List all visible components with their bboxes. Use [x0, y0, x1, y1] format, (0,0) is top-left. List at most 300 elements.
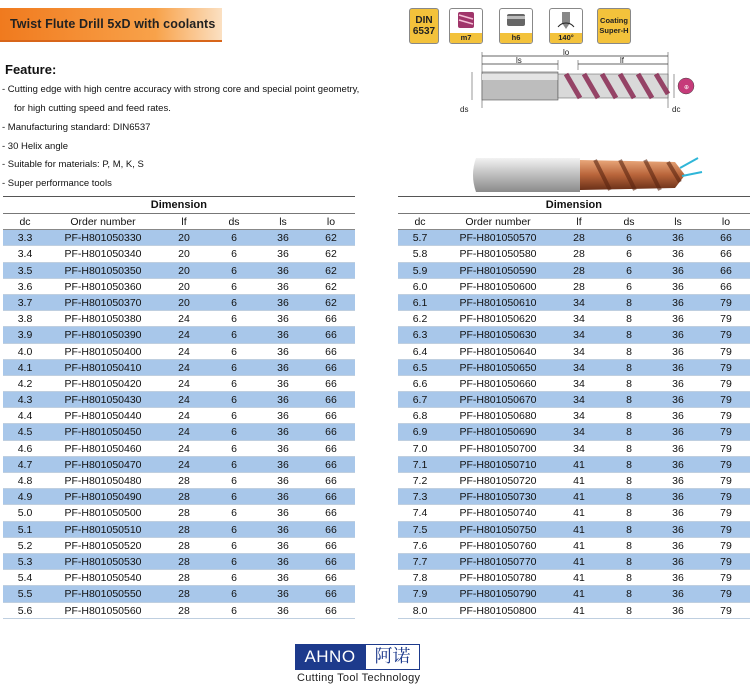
cell-order-number: PF-H801050390 — [64, 329, 142, 342]
cell-lo: 66 — [720, 232, 732, 245]
cell-lf: 34 — [573, 377, 585, 390]
cell-ds: 8 — [626, 361, 632, 374]
col-header-lo: lo — [326, 216, 336, 228]
cell-dc: 5.2 — [17, 539, 33, 552]
cell-dc: 4.4 — [17, 410, 33, 423]
cell-dc: 4.6 — [17, 442, 33, 455]
shank-cylinder-icon — [500, 9, 532, 33]
m7-badge-label: m7 — [450, 33, 482, 43]
cell-order-number: PF-H801050620 — [459, 313, 537, 326]
col-header-order-number: Order number — [465, 216, 531, 228]
col-header-lf: lf — [181, 216, 187, 228]
cell-ls: 36 — [672, 458, 684, 471]
cell-lo: 79 — [720, 491, 732, 504]
cell-ls: 36 — [277, 588, 289, 601]
drill-dimension-diagram — [458, 48, 698, 116]
table-row — [3, 246, 355, 262]
col-header-ds: ds — [623, 216, 635, 228]
cell-lf: 28 — [573, 232, 585, 245]
cell-ls: 36 — [672, 280, 684, 293]
cell-lo: 66 — [325, 394, 337, 407]
table-row — [398, 424, 750, 440]
cell-dc: 4.7 — [17, 458, 33, 471]
cell-lo: 66 — [325, 475, 337, 487]
cell-dc: 7.0 — [412, 442, 428, 455]
cell-dc: 7.1 — [412, 458, 428, 471]
cell-dc: 6.0 — [412, 280, 428, 293]
page-title: Twist Flute Drill 5xD with coolants — [10, 17, 216, 31]
cell-lo: 66 — [325, 361, 337, 374]
cell-ds: 8 — [626, 377, 632, 390]
drill-product-photo — [470, 150, 710, 200]
cell-order-number: PF-H801050580 — [459, 248, 537, 261]
cell-ls: 36 — [672, 296, 684, 309]
cell-lf: 41 — [573, 491, 585, 504]
table-row — [398, 408, 750, 424]
cell-ls: 36 — [277, 329, 289, 342]
cell-lf: 34 — [573, 442, 585, 455]
cell-ls: 36 — [277, 410, 289, 423]
cell-lf: 34 — [573, 426, 585, 439]
feature-line: - Super performance tools — [2, 178, 112, 189]
cell-lf: 34 — [573, 394, 585, 407]
cell-ls: 36 — [672, 491, 684, 504]
cell-lo: 62 — [325, 280, 337, 293]
cell-order-number: PF-H801050710 — [459, 458, 537, 471]
feature-line: - Manufacturing standard: DIN6537 — [2, 122, 151, 133]
cell-lo: 79 — [720, 345, 732, 358]
cell-ds: 6 — [231, 394, 237, 407]
cell-lf: 41 — [573, 507, 585, 520]
cell-ls: 36 — [672, 572, 684, 585]
col-header-lf: lf — [576, 216, 582, 228]
logo-brand: AHNO — [295, 644, 365, 670]
cell-ds: 6 — [231, 442, 237, 455]
table-row — [398, 263, 750, 279]
cell-ls: 36 — [277, 458, 289, 471]
cell-order-number: PF-H801050600 — [459, 280, 537, 293]
cell-ls: 36 — [672, 232, 684, 245]
cell-lf: 24 — [178, 329, 190, 342]
cell-order-number: PF-H801050640 — [459, 345, 537, 358]
dimension-header: Dimension — [3, 196, 355, 214]
cell-lf: 41 — [573, 588, 585, 601]
cell-order-number: PF-H801050420 — [64, 377, 142, 390]
table-row — [3, 489, 355, 505]
diagram-label-dc: dc — [672, 105, 681, 114]
cell-order-number: PF-H801050430 — [64, 394, 142, 407]
cell-lo: 79 — [720, 377, 732, 390]
cell-lo: 66 — [325, 507, 337, 520]
cell-ds: 6 — [626, 248, 632, 261]
cell-order-number: PF-H801050680 — [459, 410, 537, 423]
table-row — [3, 263, 355, 279]
table-row — [398, 586, 750, 602]
cell-dc: 4.8 — [17, 475, 33, 487]
svg-text:⊕: ⊕ — [684, 85, 690, 91]
table-row — [398, 505, 750, 521]
cell-dc: 4.2 — [17, 377, 33, 390]
feature-line: - 30 Helix angle — [2, 141, 69, 152]
cell-ds: 8 — [626, 426, 632, 439]
cell-ds: 6 — [231, 377, 237, 390]
table-row — [398, 473, 750, 489]
table-row — [398, 327, 750, 343]
cell-dc: 7.2 — [412, 475, 428, 487]
cell-ds: 6 — [626, 232, 632, 245]
cell-lf: 28 — [573, 248, 585, 261]
cell-ls: 36 — [277, 232, 289, 245]
cell-ds: 8 — [626, 491, 632, 504]
table-row — [3, 603, 355, 619]
cell-lf: 24 — [178, 345, 190, 358]
cell-lo: 62 — [325, 296, 337, 309]
cell-lo: 79 — [720, 394, 732, 407]
cell-order-number: PF-H801050610 — [459, 296, 537, 309]
table-row — [3, 457, 355, 473]
cell-lo: 66 — [325, 377, 337, 390]
cell-ds: 8 — [626, 604, 632, 617]
table-row — [3, 408, 355, 424]
cell-lo: 79 — [720, 296, 732, 309]
cell-lo: 66 — [325, 572, 337, 585]
cell-lo: 66 — [325, 426, 337, 439]
cell-dc: 3.9 — [17, 329, 33, 342]
table-row — [398, 554, 750, 570]
cell-ds: 6 — [231, 264, 237, 277]
cell-dc: 4.5 — [17, 426, 33, 439]
cell-lf: 41 — [573, 539, 585, 552]
cell-ds: 8 — [626, 410, 632, 423]
cell-ds: 6 — [231, 475, 237, 487]
cell-ls: 36 — [277, 426, 289, 439]
cell-order-number: PF-H801050560 — [64, 604, 142, 617]
table-header-row — [3, 214, 355, 230]
cell-lf: 28 — [178, 572, 190, 585]
cell-lf: 24 — [178, 410, 190, 423]
cell-order-number: PF-H801050550 — [64, 588, 142, 601]
cell-dc: 3.4 — [17, 248, 33, 261]
cell-ds: 6 — [626, 264, 632, 277]
cell-lo: 79 — [720, 361, 732, 374]
cell-ds: 6 — [231, 280, 237, 293]
cell-lo: 79 — [720, 475, 732, 487]
cell-order-number: PF-H801050480 — [64, 475, 142, 487]
cell-lf: 20 — [178, 264, 190, 277]
cell-lo: 79 — [720, 588, 732, 601]
cell-dc: 5.4 — [17, 572, 33, 585]
cell-lf: 28 — [178, 475, 190, 487]
cell-lf: 28 — [178, 491, 190, 504]
cell-dc: 5.8 — [412, 248, 428, 261]
cell-ls: 36 — [277, 394, 289, 407]
cell-ds: 8 — [626, 507, 632, 520]
cell-lf: 41 — [573, 604, 585, 617]
cell-lo: 79 — [720, 313, 732, 326]
cell-ds: 6 — [626, 280, 632, 293]
cell-order-number: PF-H801050330 — [64, 232, 142, 245]
cell-ds: 6 — [231, 329, 237, 342]
cell-lf: 41 — [573, 555, 585, 568]
table-row — [398, 246, 750, 262]
cell-order-number: PF-H801050470 — [64, 458, 142, 471]
dimension-table-right — [398, 196, 750, 619]
cell-ds: 6 — [231, 361, 237, 374]
cell-dc: 5.1 — [17, 523, 33, 536]
cell-dc: 6.4 — [412, 345, 428, 358]
cell-order-number: PF-H801050440 — [64, 410, 142, 423]
cell-lf: 24 — [178, 377, 190, 390]
table-row — [398, 311, 750, 327]
cell-order-number: PF-H801050670 — [459, 394, 537, 407]
cell-lo: 79 — [720, 572, 732, 585]
cell-ds: 6 — [231, 523, 237, 536]
cell-ls: 36 — [277, 377, 289, 390]
col-header-ds: ds — [228, 216, 240, 228]
cell-ls: 36 — [277, 555, 289, 568]
table-row — [3, 570, 355, 586]
cell-ls: 36 — [277, 442, 289, 455]
table-row — [3, 538, 355, 554]
cell-order-number: PF-H801050650 — [459, 361, 537, 374]
cell-ls: 36 — [672, 394, 684, 407]
logo-tagline: Cutting Tool Technology — [297, 672, 421, 684]
cell-lf: 20 — [178, 280, 190, 293]
cell-order-number: PF-H801050760 — [459, 539, 537, 552]
cell-lo: 66 — [325, 410, 337, 423]
cell-ls: 36 — [277, 248, 289, 261]
cell-lo: 66 — [325, 313, 337, 326]
table-row — [3, 392, 355, 408]
cell-dc: 6.6 — [412, 377, 428, 390]
table-row — [3, 344, 355, 360]
logo-chinese: 阿诺 — [365, 644, 420, 670]
dimension-header: Dimension — [398, 196, 750, 214]
cell-lf: 34 — [573, 345, 585, 358]
cell-lf: 24 — [178, 458, 190, 471]
cell-lf: 28 — [178, 555, 190, 568]
cell-dc: 6.2 — [412, 313, 428, 326]
cell-dc: 7.5 — [412, 523, 428, 536]
cell-order-number: PF-H801050510 — [64, 523, 142, 536]
cell-ds: 8 — [626, 523, 632, 536]
col-header-ls: ls — [279, 216, 287, 228]
cell-ds: 8 — [626, 555, 632, 568]
cell-lo: 66 — [325, 442, 337, 455]
cell-lo: 66 — [325, 555, 337, 568]
point-angle-icon — [550, 9, 582, 33]
angle-badge — [549, 8, 583, 44]
cell-order-number: PF-H801050540 — [64, 572, 142, 585]
col-header-dc: dc — [414, 216, 426, 228]
cell-dc: 5.7 — [412, 232, 428, 245]
cell-ls: 36 — [277, 523, 289, 536]
cell-order-number: PF-H801050700 — [459, 442, 537, 455]
m7-badge — [449, 8, 483, 44]
cell-lo: 66 — [325, 604, 337, 617]
cell-ds: 6 — [231, 410, 237, 423]
dimension-table-left — [3, 196, 355, 619]
table-row — [3, 295, 355, 311]
cell-order-number: PF-H801050590 — [459, 264, 537, 277]
cell-lo: 79 — [720, 523, 732, 536]
cell-ds: 6 — [231, 604, 237, 617]
cell-lo: 79 — [720, 539, 732, 552]
cell-order-number: PF-H801050400 — [64, 345, 142, 358]
cell-lf: 28 — [178, 604, 190, 617]
col-header-dc: dc — [19, 216, 31, 228]
cell-dc: 4.9 — [17, 491, 33, 504]
cell-ls: 36 — [672, 410, 684, 423]
cell-ds: 8 — [626, 345, 632, 358]
cell-ls: 36 — [277, 539, 289, 552]
cell-lo: 79 — [720, 555, 732, 568]
cell-lf: 28 — [178, 507, 190, 520]
cell-order-number: PF-H801050450 — [64, 426, 142, 439]
cell-dc: 6.5 — [412, 361, 428, 374]
col-header-order-number: Order number — [70, 216, 136, 228]
cell-ds: 6 — [231, 507, 237, 520]
table-row — [398, 295, 750, 311]
cell-order-number: PF-H801050790 — [459, 588, 537, 601]
din-badge — [409, 8, 439, 44]
table-row — [3, 230, 355, 246]
cell-dc: 5.3 — [17, 555, 33, 568]
table-row — [3, 376, 355, 392]
cell-lf: 24 — [178, 394, 190, 407]
cell-ds: 8 — [626, 329, 632, 342]
cell-ls: 36 — [672, 377, 684, 390]
cell-ls: 36 — [672, 361, 684, 374]
cell-ls: 36 — [277, 313, 289, 326]
cell-dc: 3.3 — [17, 232, 33, 245]
cell-lf: 34 — [573, 361, 585, 374]
cell-ls: 36 — [277, 361, 289, 374]
cell-dc: 7.6 — [412, 539, 428, 552]
cell-order-number: PF-H801050350 — [64, 264, 142, 277]
cell-lf: 20 — [178, 296, 190, 309]
cell-order-number: PF-H801050720 — [459, 475, 537, 487]
feature-heading: Feature: — [5, 62, 57, 77]
table-row — [398, 570, 750, 586]
cell-ls: 36 — [672, 329, 684, 342]
table-row — [3, 279, 355, 295]
cell-lf: 28 — [573, 280, 585, 293]
cell-ls: 36 — [672, 539, 684, 552]
cell-dc: 7.7 — [412, 555, 428, 568]
cell-ds: 8 — [626, 588, 632, 601]
feature-line: - Cutting edge with high centre accuracy with strong core and special point geometry, — [2, 84, 360, 95]
cell-dc: 5.9 — [412, 264, 428, 277]
cell-lf: 28 — [178, 588, 190, 601]
cell-lf: 28 — [573, 264, 585, 277]
coating-badge-bottom: Super-H — [599, 26, 629, 35]
cell-ds: 6 — [231, 458, 237, 471]
cell-ls: 36 — [277, 491, 289, 504]
cell-lf: 34 — [573, 329, 585, 342]
table-row — [398, 279, 750, 295]
table-row — [3, 311, 355, 327]
cell-ls: 36 — [277, 475, 289, 487]
table-row — [398, 603, 750, 619]
cell-ls: 36 — [277, 572, 289, 585]
diagram-label-lf: lf — [620, 56, 624, 65]
table-row — [3, 327, 355, 343]
cell-lf: 41 — [573, 572, 585, 585]
cell-order-number: PF-H801050770 — [459, 555, 537, 568]
cell-ds: 8 — [626, 572, 632, 585]
cell-order-number: PF-H801050360 — [64, 280, 142, 293]
cell-ds: 6 — [231, 555, 237, 568]
cell-dc: 4.0 — [17, 345, 33, 358]
cell-order-number: PF-H801050460 — [64, 442, 142, 455]
diagram-label-lo: lo — [563, 48, 570, 57]
table-row — [3, 360, 355, 376]
cell-order-number: PF-H801050500 — [64, 507, 142, 520]
cell-ls: 36 — [672, 523, 684, 536]
cell-ls: 36 — [277, 604, 289, 617]
table-row — [3, 522, 355, 538]
cell-order-number: PF-H801050780 — [459, 572, 537, 585]
coating-badge — [597, 8, 631, 44]
cell-lo: 79 — [720, 442, 732, 455]
cell-order-number: PF-H801050730 — [459, 491, 537, 504]
coating-badge-top: Coating — [600, 16, 628, 25]
cell-lo: 79 — [720, 329, 732, 342]
din-badge-top: DIN — [415, 15, 433, 26]
cell-ds: 8 — [626, 539, 632, 552]
cell-order-number: PF-H801050490 — [64, 491, 142, 504]
cell-ls: 36 — [277, 296, 289, 309]
cell-dc: 4.3 — [17, 394, 33, 407]
cell-order-number: PF-H801050410 — [64, 361, 142, 374]
cell-ls: 36 — [672, 588, 684, 601]
cell-ls: 36 — [277, 264, 289, 277]
cell-ds: 8 — [626, 296, 632, 309]
cell-lo: 79 — [720, 458, 732, 471]
diagram-label-ls: ls — [516, 56, 522, 65]
cell-order-number: PF-H801050570 — [459, 232, 537, 245]
cell-lf: 41 — [573, 475, 585, 487]
cell-ls: 36 — [672, 507, 684, 520]
cell-dc: 7.4 — [412, 507, 428, 520]
table-row — [3, 505, 355, 521]
cell-ds: 6 — [231, 539, 237, 552]
cell-ls: 36 — [277, 280, 289, 293]
cell-ls: 36 — [672, 475, 684, 487]
diagram-label-ds: ds — [460, 105, 469, 114]
feature-line: - Suitable for materials: P, M, K, S — [2, 159, 144, 170]
table-row — [398, 392, 750, 408]
table-row — [398, 360, 750, 376]
cell-lf: 41 — [573, 523, 585, 536]
cell-lo: 66 — [720, 264, 732, 277]
cell-ls: 36 — [672, 345, 684, 358]
cell-ds: 6 — [231, 248, 237, 261]
cell-dc: 3.5 — [17, 264, 33, 277]
cell-ls: 36 — [672, 313, 684, 326]
cell-lo: 66 — [720, 248, 732, 261]
angle-badge-label: 140° — [550, 33, 582, 43]
cell-order-number: PF-H801050340 — [64, 248, 142, 261]
table-row — [3, 441, 355, 457]
cell-ds: 6 — [231, 345, 237, 358]
cell-order-number: PF-H801050370 — [64, 296, 142, 309]
cell-ds: 6 — [231, 296, 237, 309]
cell-order-number: PF-H801050530 — [64, 555, 142, 568]
cell-lf: 34 — [573, 410, 585, 423]
table-row — [3, 473, 355, 489]
